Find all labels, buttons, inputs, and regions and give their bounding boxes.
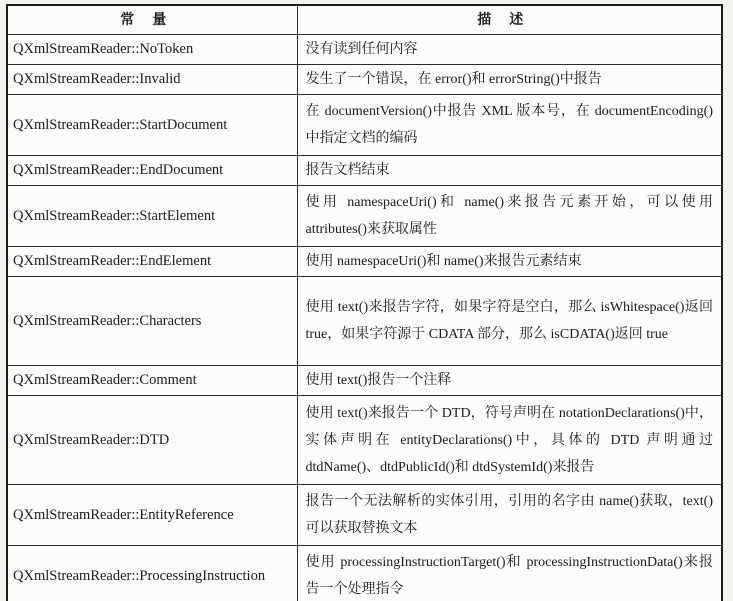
constant-cell: QXmlStreamReader::Comment xyxy=(7,366,297,396)
column-header-constant: 常量 xyxy=(7,5,297,35)
table-row xyxy=(7,485,722,546)
description-cell: 没有读到任何内容 xyxy=(297,35,722,65)
description-cell: 使用 text()报告一个注释 xyxy=(297,366,722,396)
description-cell: 报告文档结束 xyxy=(297,156,722,186)
description-cell: 使用 namespaceUri()和 name()来报告元素开始，可以使用 attributes()来获取属性 xyxy=(297,186,722,247)
constant-cell: QXmlStreamReader::StartDocument xyxy=(7,95,297,156)
description-cell: 使用 text()来报告字符，如果字符是空白，那么 isWhitespace()返回 true，如果字符源于 CDATA 部分，那么 isCDATA()返回 true xyxy=(297,277,722,366)
description-cell: 报告一个无法解析的实体引用，引用的名字由 name()获取，text()可以获取替换文本 xyxy=(297,485,722,546)
constant-cell: QXmlStreamReader::Characters xyxy=(7,277,297,366)
table-row xyxy=(7,277,722,366)
constant-cell: QXmlStreamReader::ProcessingInstruction xyxy=(7,546,297,601)
constant-cell: QXmlStreamReader::StartElement xyxy=(7,186,297,247)
token-type-table xyxy=(6,4,723,601)
table-row xyxy=(7,95,722,156)
constant-cell: QXmlStreamReader::NoToken xyxy=(7,35,297,65)
description-cell: 使用 text()来报告一个 DTD，符号声明在 notationDeclarations()中，实体声明在 entityDeclarations()中，具体的 DTD 声明通过 dtdName()、dtdPublicId()和 dtdSystemId()来报告 xyxy=(297,396,722,485)
description-cell: 使用 namespaceUri()和 name()来报告元素结束 xyxy=(297,247,722,277)
table-row xyxy=(7,156,722,186)
constant-cell: QXmlStreamReader::EntityReference xyxy=(7,485,297,546)
table-row xyxy=(7,396,722,485)
constant-cell: QXmlStreamReader::DTD xyxy=(7,396,297,485)
table-header-row xyxy=(7,5,722,35)
constant-cell: QXmlStreamReader::EndElement xyxy=(7,247,297,277)
table-row xyxy=(7,35,722,65)
column-header-description: 描述 xyxy=(297,5,722,35)
table-row xyxy=(7,366,722,396)
description-cell: 发生了一个错误，在 error()和 errorString()中报告 xyxy=(297,65,722,95)
constant-cell: QXmlStreamReader::EndDocument xyxy=(7,156,297,186)
table-row xyxy=(7,247,722,277)
constant-cell: QXmlStreamReader::Invalid xyxy=(7,65,297,95)
table-row xyxy=(7,65,722,95)
table-row xyxy=(7,546,722,601)
table-row xyxy=(7,186,722,247)
description-cell: 在 documentVersion()中报告 XML 版本号，在 documentEncoding()中指定文档的编码 xyxy=(297,95,722,156)
description-cell: 使用 processingInstructionTarget()和 processingInstructionData()来报告一个处理指令 xyxy=(297,546,722,601)
